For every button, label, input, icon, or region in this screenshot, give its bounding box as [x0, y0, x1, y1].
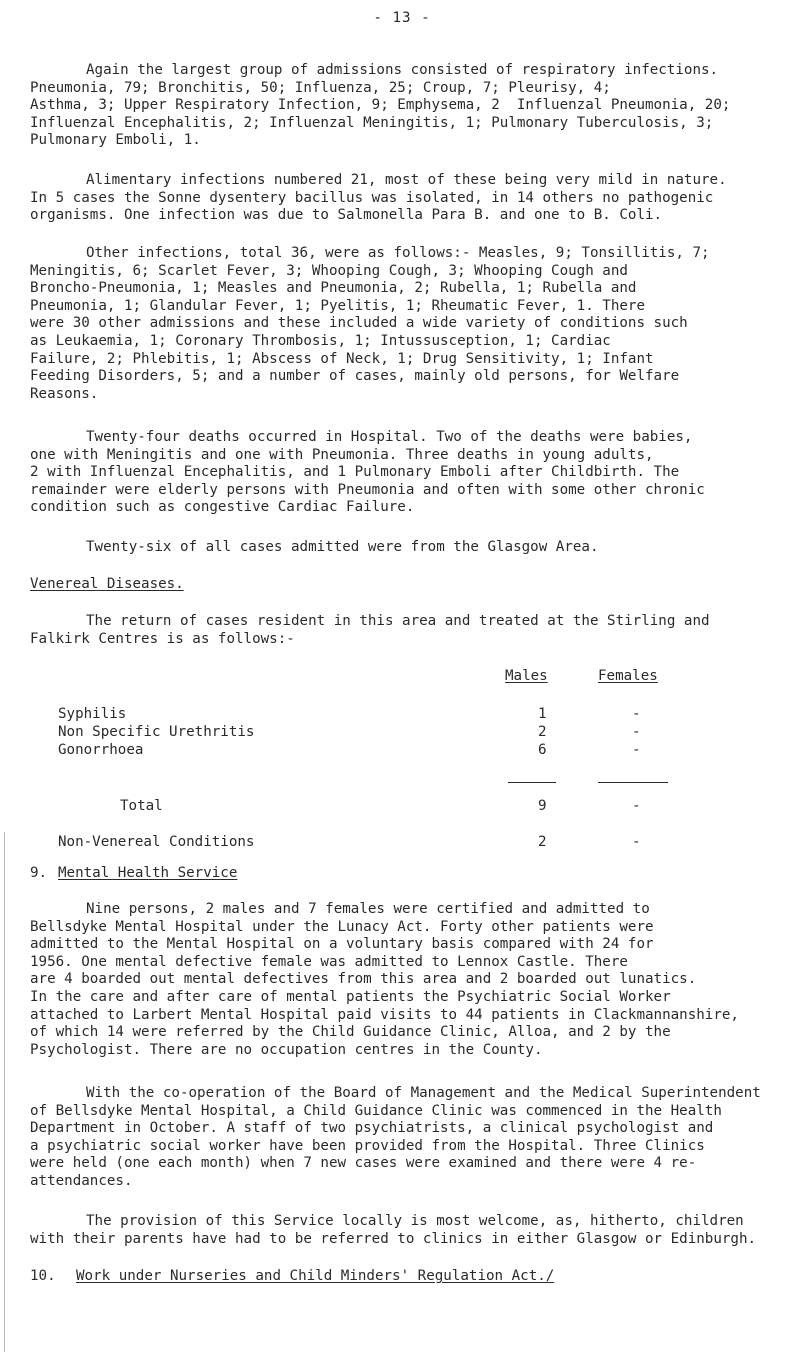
text-line: Other infections, total 36, were as follows:- Measles, 9; Tonsillitis, 7;: [86, 245, 710, 261]
table-row-males: 6: [538, 742, 547, 758]
text-line: Twenty-six of all cases admitted were from the Glasgow Area.: [86, 539, 599, 555]
page-number: - 13 -: [373, 10, 431, 26]
table-row-females: -: [632, 742, 641, 758]
non-venereal-row-females: -: [632, 834, 641, 850]
table-row-females: -: [632, 706, 641, 722]
child-guidance-paragraph: [30, 1085, 800, 1191]
margin-line: [4, 832, 5, 1352]
text-line: were 30 other admissions and these included a wide variety of conditions such: [30, 315, 688, 332]
total-row-males: 9: [538, 798, 547, 814]
text-line: one with Meningitis and one with Pneumonia. Three deaths in young adults,: [30, 446, 654, 463]
text-line: of Bellsdyke Mental Hospital, a Child Guidance Clinic was commenced in the Health: [30, 1102, 722, 1119]
text-line: Asthma, 3; Upper Respiratory Infection, 9; Emphysema, 2 Influenzal Pneumonia, 20;: [30, 97, 731, 114]
table-row-males: 1: [538, 706, 547, 722]
text-line: The provision of this Service locally is most welcome, as, hitherto, children: [86, 1213, 744, 1229]
females-total-rule: [598, 782, 668, 783]
table-row-males: 2: [538, 724, 547, 740]
text-line: condition such as congestive Cardiac Failure.: [30, 499, 415, 516]
text-line: Feeding Disorders, 5; and a number of cases, mainly old persons, for Welfare: [30, 368, 680, 385]
text-line: with their parents have had to be referred to clinics in either Glasgow or Edinburgh.: [30, 1230, 757, 1247]
text-line: are 4 boarded out mental defectives from this area and 2 boarded out lunatics.: [30, 971, 697, 988]
text-line: a psychiatric social worker have been provided from the Hospital. Three Clinics: [30, 1137, 705, 1154]
nurseries-heading: Work under Nurseries and Child Minders' Regulation Act./: [76, 1268, 555, 1284]
total-row-females: -: [632, 798, 641, 814]
text-line: Twenty-four deaths occurred in Hospital. Two of the deaths were babies,: [86, 429, 693, 445]
text-line: Meningitis, 6; Scarlet Fever, 3; Whooping Cough, 3; Whooping Cough and: [30, 262, 628, 279]
venereal-diseases-heading: Venereal Diseases.: [30, 576, 184, 592]
text-line: 1956. One mental defective female was admitted to Lennox Castle. There: [30, 953, 628, 970]
text-line: organisms. One infection was due to Salmonella Para B. and one to B. Coli.: [30, 207, 663, 224]
table-row-females: -: [632, 724, 641, 740]
text-line: were held (one each month) when 7 new cases were examined and there were 4 re-: [30, 1155, 697, 1172]
text-line: admitted to the Mental Hospital on a voluntary basis compared with 24 for: [30, 936, 654, 953]
venereal-intro-paragraph: [30, 613, 800, 648]
text-line: In the care and after care of mental patients the Psychiatric Social Worker: [30, 988, 671, 1005]
deaths-paragraph: [30, 429, 800, 517]
mental-health-heading: Mental Health Service: [58, 865, 238, 881]
table-row-label: Gonorrhoea: [58, 742, 144, 758]
glasgow-paragraph: [30, 539, 800, 557]
section-10-number: 10.: [30, 1268, 56, 1284]
females-column-header: Females: [598, 668, 658, 684]
text-line: Nine persons, 2 males and 7 females were certified and admitted to: [86, 901, 650, 917]
text-line: Falkirk Centres is as follows:-: [30, 630, 295, 647]
text-line: In 5 cases the Sonne dysentery bacillus was isolated, in 14 others no pathogenic: [30, 189, 714, 206]
text-line: Failure, 2; Phlebitis, 1; Abscess of Neck, 1; Drug Sensitivity, 1; Infant: [30, 350, 654, 367]
males-total-rule: [508, 782, 556, 783]
text-line: The return of cases resident in this area and treated at the Stirling and: [86, 613, 710, 629]
text-line: Broncho-Pneumonia, 1; Measles and Pneumonia, 2; Rubella, 1; Rubella and: [30, 280, 637, 297]
non-venereal-row-label: Non-Venereal Conditions: [58, 834, 255, 850]
table-row-label: Syphilis: [58, 706, 127, 722]
males-column-header: Males: [505, 668, 548, 684]
total-row-label: Total: [120, 798, 163, 814]
text-line: Department in October. A staff of two psychiatrists, a clinical psychologist and: [30, 1120, 714, 1137]
text-line: Alimentary infections numbered 21, most of these being very mild in nature.: [86, 172, 727, 188]
non-venereal-row-males: 2: [538, 834, 547, 850]
text-line: of which 14 were referred by the Child Guidance Clinic, Alloa, and 2 by the: [30, 1024, 671, 1041]
text-line: Psychologist. There are no occupation centres in the County.: [30, 1041, 543, 1058]
text-line: Influenzal Encephalitis, 2; Influenzal Meningitis, 1; Pulmonary Tuberculosis, 3;: [30, 114, 714, 131]
text-line: Pneumonia, 1; Glandular Fever, 1; Pyelitis, 1; Rheumatic Fever, 1. There: [30, 297, 645, 314]
text-line: remainder were elderly persons with Pneumonia and often with some other chronic: [30, 481, 705, 498]
text-line: Bellsdyke Mental Hospital under the Lunacy Act. Forty other patients were: [30, 918, 654, 935]
text-line: attendances.: [30, 1172, 133, 1189]
section-9-number: 9.: [30, 865, 48, 881]
text-line: With the co-operation of the Board of Management and the Medical Superintendent: [86, 1085, 761, 1101]
text-line: Again the largest group of admissions consisted of respiratory infections.: [86, 62, 719, 78]
alimentary-paragraph: [30, 172, 800, 225]
text-line: as Leukaemia, 1; Coronary Thrombosis, 1; Intussusception, 1; Cardiac: [30, 332, 611, 349]
text-line: 2 with Influenzal Encephalitis, and 1 Pulmonary Emboli after Childbirth. The: [30, 464, 680, 481]
text-line: Reasons.: [30, 385, 99, 402]
text-line: Pulmonary Emboli, 1.: [30, 132, 201, 149]
provision-paragraph: [30, 1213, 800, 1248]
table-row-label: Non Specific Urethritis: [58, 724, 255, 740]
other-infections-paragraph: [30, 245, 800, 403]
respiratory-paragraph: [30, 62, 800, 150]
mental-health-paragraph: [30, 901, 800, 1059]
text-line: attached to Larbert Mental Hospital paid visits to 44 patients in Clackmannanshire,: [30, 1006, 739, 1023]
text-line: Pneumonia, 79; Bronchitis, 50; Influenza, 25; Croup, 7; Pleurisy, 4;: [30, 79, 611, 96]
